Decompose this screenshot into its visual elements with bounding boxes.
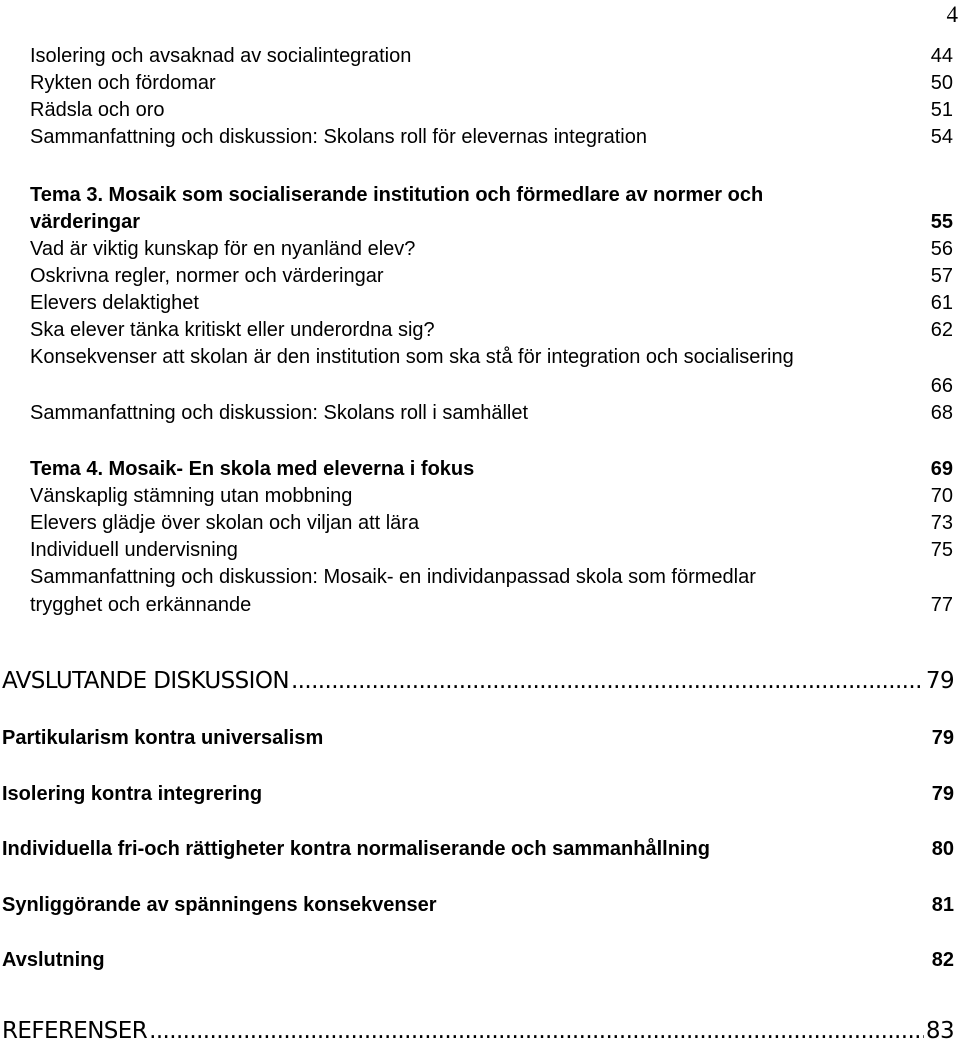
toc-entry[interactable]	[30, 43, 953, 70]
toc-entry-long-page-row	[30, 373, 953, 400]
toc-entry-title: Vänskaplig stämning utan mobbning	[30, 485, 353, 507]
toc-entry-long-title[interactable]: Konsekvenser att skolan är den institution som ska stå för integration och socialisering	[30, 346, 794, 368]
toc-entry-page: 75	[930, 539, 953, 561]
toc-entry-page: 79	[931, 727, 954, 749]
toc-entry-page: 55	[930, 211, 953, 233]
tema3-heading-line1[interactable]: Tema 3. Mosaik som socialiserande institution och förmedlare av normer och	[30, 184, 764, 206]
tema3-heading[interactable]	[30, 209, 953, 236]
toc-entry[interactable]	[30, 124, 953, 151]
toc-entry-title: Vad är viktig kunskap för en nyanländ elev?	[30, 238, 416, 260]
toc-entry-page: 57	[930, 265, 953, 287]
toc-chapter-avslutande[interactable]	[2, 666, 954, 696]
toc-chapter-title: REFERENSER	[2, 1018, 148, 1044]
toc-entry[interactable]	[2, 947, 954, 974]
tema4-summary-line1[interactable]: Sammanfattning och diskussion: Mosaik- en individanpassad skola som förmedlar	[30, 566, 756, 588]
toc-entry[interactable]	[30, 290, 953, 317]
toc-entry-title: Avslutning	[2, 949, 105, 971]
toc-entry-page: 73	[930, 512, 953, 534]
toc-entry-page: 79	[931, 783, 954, 805]
toc-entry-page: 56	[930, 238, 953, 260]
toc-entry-page: 66	[930, 375, 953, 397]
toc-entry[interactable]	[30, 483, 953, 510]
toc-entry-title: Sammanfattning och diskussion: Skolans roll i samhället	[30, 402, 529, 424]
toc-entry[interactable]	[2, 725, 954, 752]
toc-leader-dots	[291, 666, 924, 696]
toc-entry[interactable]	[2, 892, 954, 919]
toc-entry[interactable]	[30, 263, 953, 290]
toc-entry-page: 62	[930, 319, 953, 341]
toc-entry[interactable]	[30, 592, 953, 619]
toc-entry-title: Elevers glädje över skolan och viljan att lära	[30, 512, 420, 534]
toc-chapter-title: AVSLUTANDE DISKUSSION	[2, 668, 289, 694]
toc-entry-page: 82	[931, 949, 954, 971]
toc-entry-page: 80	[931, 838, 954, 860]
toc-chapter-page: 79	[925, 668, 954, 694]
toc-entry[interactable]	[2, 781, 954, 808]
toc-entry-page: 54	[930, 126, 953, 148]
toc-entry[interactable]	[30, 537, 953, 564]
toc-entry[interactable]	[30, 400, 953, 427]
tema4-heading[interactable]	[30, 456, 953, 483]
toc-entry-page: 68	[930, 402, 953, 424]
toc-entry-page: 81	[931, 894, 954, 916]
toc-entry-title: Individuell undervisning	[30, 539, 238, 561]
toc-entry-page: 44	[930, 45, 953, 67]
toc-entry-page: 69	[930, 458, 953, 480]
toc-entry-title: Isolering och avsaknad av socialintegration	[30, 45, 412, 67]
toc-entry[interactable]	[30, 70, 953, 97]
toc-entry-title: Synliggörande av spänningens konsekvenser	[2, 894, 437, 916]
toc-entry-title: Ska elever tänka kritiskt eller underordna sig?	[30, 319, 435, 341]
toc-entry-title: Rädsla och oro	[30, 99, 165, 121]
toc-entry[interactable]	[30, 510, 953, 537]
toc-entry-title: Tema 4. Mosaik- En skola med eleverna i fokus	[30, 458, 475, 480]
toc-entry-page: 61	[930, 292, 953, 314]
toc-entry-title: trygghet och erkännande	[30, 594, 252, 616]
toc-entry-page: 70	[930, 485, 953, 507]
toc-chapter-referenser[interactable]	[2, 1016, 954, 1046]
toc-entry-page: 50	[930, 72, 953, 94]
toc-entry-title: Elevers delaktighet	[30, 292, 199, 314]
toc-entry-title: Oskrivna regler, normer och värderingar	[30, 265, 384, 287]
toc-entry-page: 51	[930, 99, 953, 121]
page-number: 4	[946, 2, 958, 27]
toc-entry[interactable]	[30, 317, 953, 344]
toc-entry-page: 77	[930, 594, 953, 616]
toc-entry-title: Partikularism kontra universalism	[2, 727, 324, 749]
toc-entry[interactable]	[2, 836, 954, 863]
toc-chapter-page: 83	[925, 1018, 954, 1044]
toc-entry-title: Rykten och fördomar	[30, 72, 216, 94]
toc-entry-title: Sammanfattning och diskussion: Skolans roll för elevernas integration	[30, 126, 647, 148]
toc-entry-title: Individuella fri-och rättigheter kontra normaliserande och sammanhållning	[2, 838, 710, 860]
toc-entry[interactable]	[30, 236, 953, 263]
toc-entry-title: värderingar	[30, 211, 141, 233]
toc-entry-title: Isolering kontra integrering	[2, 783, 263, 805]
toc-leader-dots	[149, 1016, 924, 1046]
toc-entry[interactable]	[30, 97, 953, 124]
